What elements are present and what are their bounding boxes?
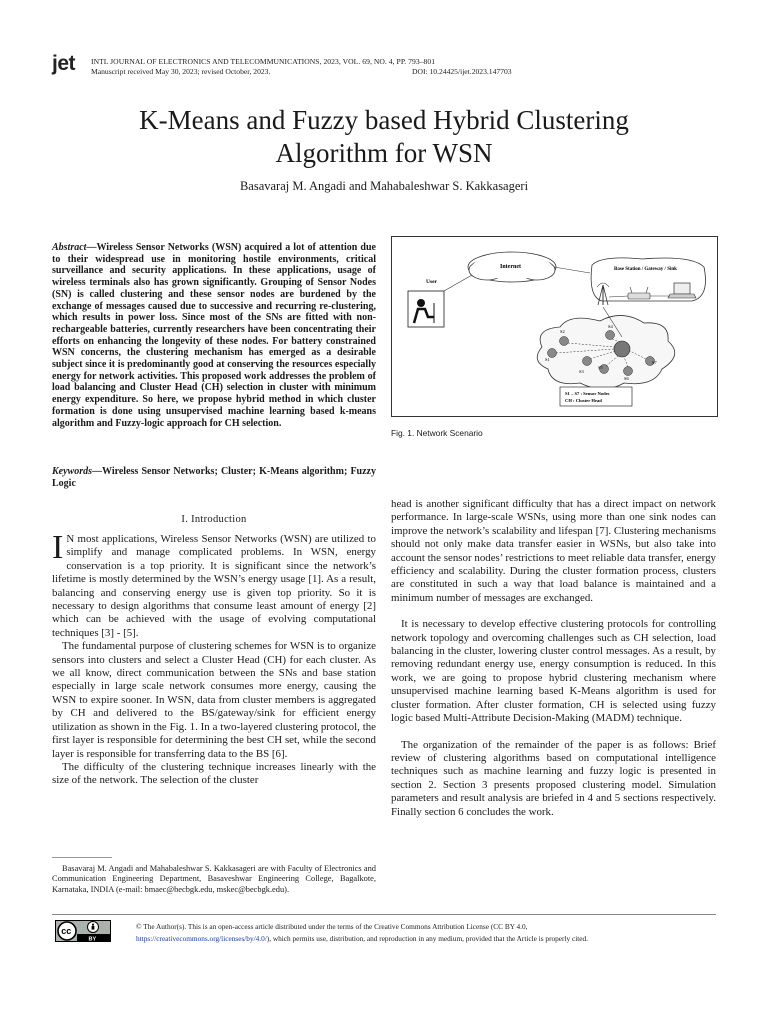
- intro-paragraph-6: The organization of the remainder of the paper is as follows: Brief review of clustering algorithms based on computational intelligence techniques such as machine learning and fuzzy logic is presented in section 2. Section 3 presents proposed clustering model. Simulation parameters and result analysis are briefed in 4 and 5 sections respectively. Finally section 6 concludes the work.: [391, 738, 716, 818]
- intro-paragraph-3: The difficulty of the clustering technique increases linearly with the size of the network. The selection of the cluster: [52, 760, 376, 787]
- user-group: [408, 279, 444, 327]
- intro-paragraph-2: The fundamental purpose of clustering schemes for WSN is to organize sensors into clusters and select a Cluster Head (CH) for each cluster. As we all know, direct communication between the SNs and base station especially in large scale network consumes more energy, causing the WSN to expire sooner. In WSN, data from cluster members is aggregated by CH and delivered to the BS/gateway/sink for efficient energy utilization as shown in the Fig. 1. In a two-layered clustering protocol, the first layer is responsible for determining the best CH set, while the second layer is responsible for transferring data to the BS [6].: [52, 640, 376, 760]
- license-link[interactable]: https://creativecommons.org/licenses/by/4.0/: [136, 934, 267, 943]
- figure-legend: [560, 387, 632, 406]
- node-label: S3: [579, 369, 584, 374]
- sensor-cloud: [537, 307, 675, 389]
- base-station-group: [591, 258, 705, 305]
- keywords-label: Keywords: [52, 466, 92, 477]
- keywords: [52, 466, 376, 489]
- person-icon: [92, 924, 94, 926]
- sensor-node: [560, 337, 569, 346]
- license-line-1: © The Author(s). This is an open-access article distributed under the terms of the Creative Commons Attribution License (CC BY 4.0,: [136, 922, 528, 931]
- journal-logo: jet: [52, 52, 76, 75]
- license-line-2: https://creativecommons.org/licenses/by/4.0/), which permits use, distribution, and reproduction in any medium, provided that the Article is properly cited.: [136, 934, 588, 943]
- figure-caption: Fig. 1. Network Scenario: [391, 428, 483, 438]
- body-left-column: [52, 529, 376, 788]
- body-right-column: [391, 498, 716, 832]
- bs-label: Base Station / Gateway / Sink: [614, 267, 677, 272]
- user-icon: [417, 299, 425, 307]
- node-label: S6: [624, 376, 629, 381]
- legend-line-1: S1 – S7 : Sensor Nodes: [565, 391, 610, 396]
- intro-paragraph-4: head is another significant difficulty that has a direct impact on network performance. In large-scale WSNs, using more than one sink nodes can improve the network’s scalability and lifespan [7]. Clustering mechanisms should not only make data transfer easier in WSNs, but also take into account the sensor nodes’ restrictions to meet reliable data transfer, energy efficiency and scalability. During the cluster formation process, clusters are constituted in such a way that load balance is maintained and a minimum number of messages are exchanged.: [391, 498, 716, 604]
- cc-icon: cc: [61, 926, 72, 937]
- internet-cloud: [468, 252, 556, 282]
- node-label: S7: [652, 360, 657, 365]
- cc-by-logo: [55, 920, 111, 942]
- authors: Basavaraj M. Angadi and Mahabaleshwar S. Kakkasageri: [239, 179, 529, 193]
- sensor-node: [624, 367, 633, 376]
- node-label: S5: [598, 365, 603, 370]
- node-label: S4: [608, 324, 613, 329]
- journal-line: INTL JOURNAL OF ELECTRONICS AND TELECOMMUNICATIONS, 2023, VOL. 69, NO. 4, PP. 793–801: [91, 57, 436, 66]
- user-label: User: [426, 279, 437, 285]
- drop-cap: I: [52, 529, 64, 566]
- figure-network-scenario: [391, 236, 718, 417]
- abstract-label: Abstract: [52, 242, 87, 253]
- paper-title: K-Means and Fuzzy based Hybrid Clustering Algorithm for WSN: [139, 105, 629, 168]
- sensor-node: [583, 357, 592, 366]
- internet-label: Internet: [500, 264, 521, 270]
- sensor-node: [606, 331, 615, 340]
- section-title: I. Introduction: [181, 514, 247, 525]
- abstract: [52, 242, 376, 429]
- keywords-text: —Wireless Sensor Networks; Cluster; K-Means algorithm; Fuzzy Logic: [52, 466, 376, 489]
- doi: DOI: 10.24425/ijet.2023.147703: [412, 67, 512, 76]
- node-label: S2: [560, 329, 565, 334]
- cluster-head-node: [614, 341, 630, 357]
- intro-paragraph-5: It is necessary to develop effective clustering protocols for controlling network topology and overcoming challenges such as CH selection, load balancing in the cluster, lowering cluster control messages. As a result, by removing redundant energy use, energy consumption is reduced. In this work, we are going to propose hybrid clustering mechanism where unsupervised machine learning based K-Means algorithm is used for cluster formation. After cluster formation, CH is selected using fuzzy logic based Multi-Attribute Decision-Making (MADM) technique.: [391, 618, 716, 725]
- manuscript-dates: Manuscript received May 30, 2023; revised October, 2023.: [91, 67, 271, 76]
- legend-line-2: CH : Cluster Head: [565, 398, 602, 403]
- footnote-rule: [52, 857, 112, 858]
- node-label: S1: [545, 357, 550, 362]
- intro-paragraph-1: I N most applications, Wireless Sensor Networks (WSN) are utilized to simplify and manage complicated problems. In WSN, energy conservation is a top priority. It is significant since the network’s lifetime is mostly determined by the WSN’s energy usage [1]. As a result, balancing and conserving energy use is given top priority. So it is necessary to design algorithms that consume least amount of energy [2] which can be achieved with the usage of evolving computational techniques [3] - [5].: [52, 529, 376, 639]
- license-rule: [52, 914, 716, 915]
- abstract-text: —Wireless Sensor Networks (WSN) acquired a lot of attention due to their widespread use in monitoring hostile environments, critical surveillance and security applications. In these applications, usage of wireless terminals also has grown significantly. Grouping of Sensor Nodes (SN) is called clustering and these sensor nodes are burdened by the exchange of messages caused due to successive and recurring re-clustering, which results in power loss. Since most of the SNs are fitted with non-rechargeable batteries, currently researchers have been concentrating their efforts on enhancing the longevity of these nodes. For battery constrained WSN concerns, the clustering mechanism has emerged as a desirable subject since it is predominantly good at conserving the resources especially energy for network activities. This proposed work addresses the problem of load balancing and Cluster Head (CH) selection in cluster with minimum energy expenditure. So here, we propose hybrid method in which cluster formation is done using unsupervised machine learning based k-means algorithm and Fuzzy-logic approach for CH selection.: [52, 242, 376, 429]
- author-footnote: Basavaraj M. Angadi and Mahabaleshwar S. Kakkasageri are with Faculty of Electronics and Communication Engineering Department, Basaveshwar Engineering College, Bagalkote, Karnataka, INDIA (e-mail: bmaec@becbgk.edu, mskec@becbgk.edu).: [52, 864, 376, 894]
- svg-text:BY: BY: [88, 936, 97, 942]
- network-diagram: [392, 237, 717, 416]
